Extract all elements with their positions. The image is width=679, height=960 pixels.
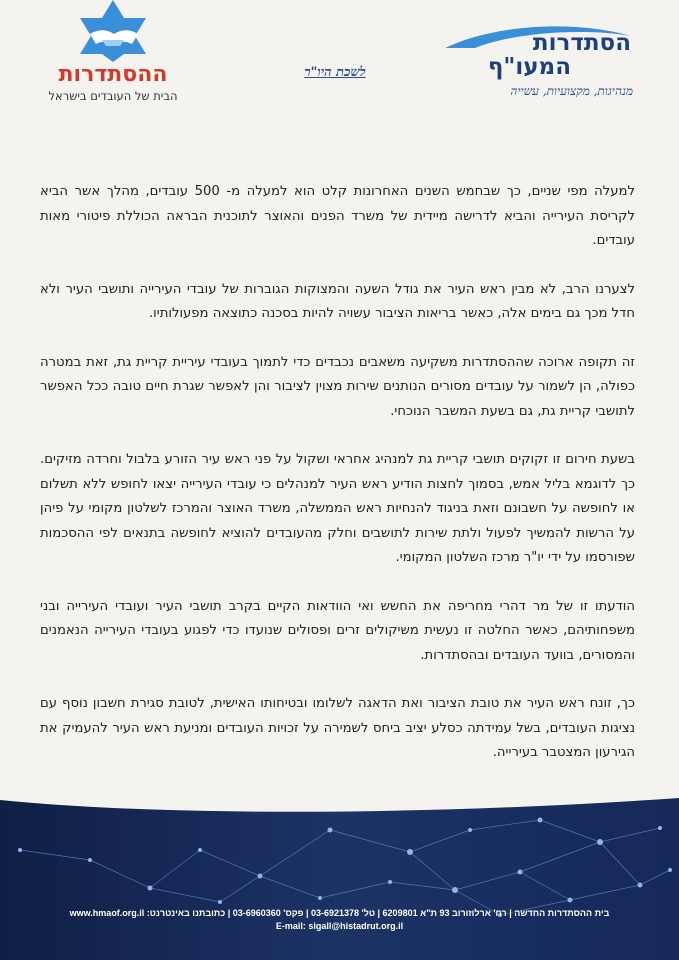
hamaof-logo-line1: הסתדרות <box>532 30 631 56</box>
paragraph: זה תקופה ארוכה שההסתדרות משקיעה משאבים נכבדים כדי לתמוך בעובדי עיריית קריית גת, זאת במטרה כפולה, הן לשמור על עובדים מסורים הנותנים שירות מצוין לציבור והן לאפשר שגרת חיים טובה ככל האפשר לתושבי קריית גת, גם בשעת המשבר הנוכחי. <box>40 354 635 419</box>
footer-email: E-mail: sigall@histadrut.org.il <box>275 921 404 931</box>
histadrut-logo-name: ההסתדרות <box>58 62 168 87</box>
paragraph: כך, זונח ראש העיר את טובת הציבור ואת הדאגה לשלומו ובטיחותו האישית, לטובת סגירת חשבון נוסף עם נציגות העובדים, בשל עמידתה כסלע יציב ביחס לשמירה על זכויות העובדים ומניעת ראש העיר להעמיק את הגירעון המצטבר בעירייה. <box>40 696 635 760</box>
hamaof-logo-line2: המעו"ף <box>487 54 571 80</box>
letter-body <box>40 180 635 790</box>
footer-band <box>0 790 679 960</box>
histadrut-logo <box>38 0 188 105</box>
histadrut-logo-tagline: הבית של העובדים בישראל <box>48 89 178 103</box>
paragraph: בשעת חירום זו זקוקים תושבי קריית גת למנהיג אחראי ושקול על פני ראש עיר הזורע בלבול וחרדה מזיקים. כך לדוגמא בליל אמש, בסמוך לחצות הודיע ראש העיר למנהלים כי עובדי העירייה יצאו לחופש ללא תשלום או לחופשה על חשבונם וזאת בניגוד להנחיות ראש הממשלה, משרד האוצר והמרכז לשלטון מקומי על פיהן על הרשות להמשיך לפעול ולתת שירות לתושבים וחלק מהעובדים להוציא לחופשה בתנאים לפי ההסכמות שפורסמו על ידי יו"ר מרכז השלטון המקומי. <box>40 452 635 565</box>
star-handshake-icon <box>66 0 160 62</box>
network-pattern-icon <box>0 790 679 960</box>
hamaof-logo <box>435 16 635 96</box>
paragraph: הודעתו זו של מר דהרי מחריפה את החשש ואי הוודאות הקיים בקרב תושבי העיר ועובדי העירייה ובני משפחותיהם, כאשר החלטה זו נעשית משיקולים זרים ופסולים שנועדו כדי לפגוע בעובדי העירייה הנאמנים והמסורים, בוועד העובדים ובהסתדרות. <box>40 598 635 663</box>
paragraph: למעלה מפי שניים, כך שבחמש השנים האחרונות קלט הוא למעלה מ- 500 עובדים, מהלך אשר הביא לקריסת העירייה והביא לדרישה מיידית של משרד הפנים והאוצר לתוכנית הבראה הכוללת פיטורי מאות עובדים. <box>40 184 636 248</box>
paragraph: לצערנו הרב, לא מבין ראש העיר את גודל השעה והמצוקות הגוברות של עובדי העירייה ותושבי העיר ולא חדל מכך גם בימים אלה, כאשר בריאות הציבור עשויה להיות בסכנה כתוצאה מפעולותיו. <box>40 281 635 321</box>
footer-address: בית ההסתדרות החדשה | רח' ארלוזורוב 93 ת"א 6209801 | טל' 03-6921378 | פקס' 03-6960360 | כתובתנו באינטרנט: www.hmaof.org.il <box>69 908 610 918</box>
chairman-office-label: לשכת היו"ר <box>304 65 366 80</box>
hamaof-logo-tagline: מנהיגות, מקצועיות, עשייה <box>510 84 633 98</box>
